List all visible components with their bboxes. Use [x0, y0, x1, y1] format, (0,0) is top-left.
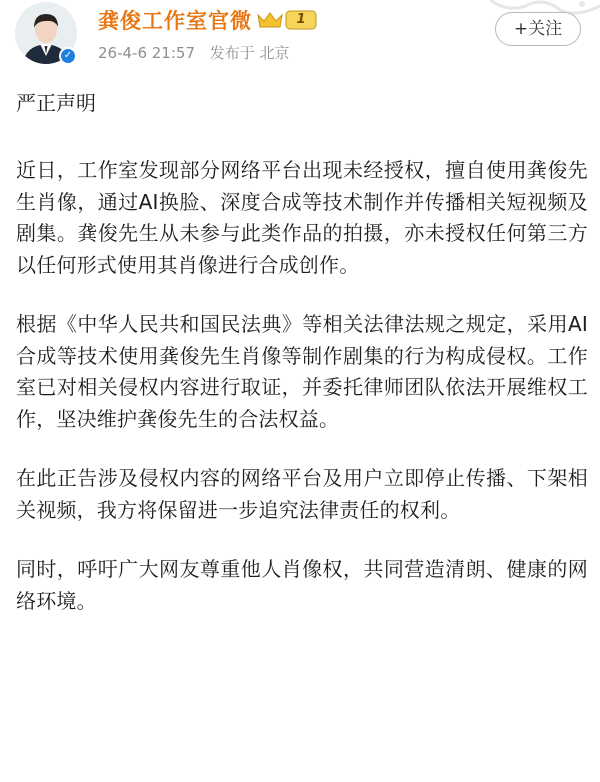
vip-level: 1: [296, 12, 306, 27]
post-header: [0, 0, 600, 80]
post-content: [16, 88, 588, 645]
post-date: 26-4-6 21:57: [98, 44, 195, 62]
paragraph: 近日，工作室发现部分网络平台出现未经授权，擅自使用龚俊先生肖像，通过AI换脸、深度合成等技术制作并传播相关短视频及剧集。龚俊先生从未参与此类作品的拍摄，亦未授权任何第三方以任何形式使用其肖像进行合成创作。: [16, 158, 588, 277]
vip-crown-icon: [256, 9, 320, 31]
paragraph: 同时，呼吁广大网友尊重他人肖像权，共同营造清朗、健康的网络环境。: [16, 557, 588, 613]
verified-v-icon: ✓: [59, 47, 77, 65]
post-location: 发布于 北京: [209, 44, 290, 62]
account-name[interactable]: 龚俊工作室官微: [98, 9, 252, 33]
paragraph: 根据《中华人民共和国民法典》等相关法律法规之规定，采用AI合成等技术使用龚俊先生肖像等制作剧集的行为构成侵权。工作室已对相关侵权内容进行取证，并委托律师团队依法开展维权工作，坚决维护龚俊先生的合法权益。: [16, 312, 588, 431]
post-meta: [98, 42, 300, 63]
follow-button[interactable]: +关注: [495, 12, 581, 46]
post-title: 严正声明: [16, 91, 96, 115]
paragraph: 在此正告涉及侵权内容的网络平台及用户立即停止传播、下架相关视频，我方将保留进一步追究法律责任的权利。: [16, 466, 588, 522]
